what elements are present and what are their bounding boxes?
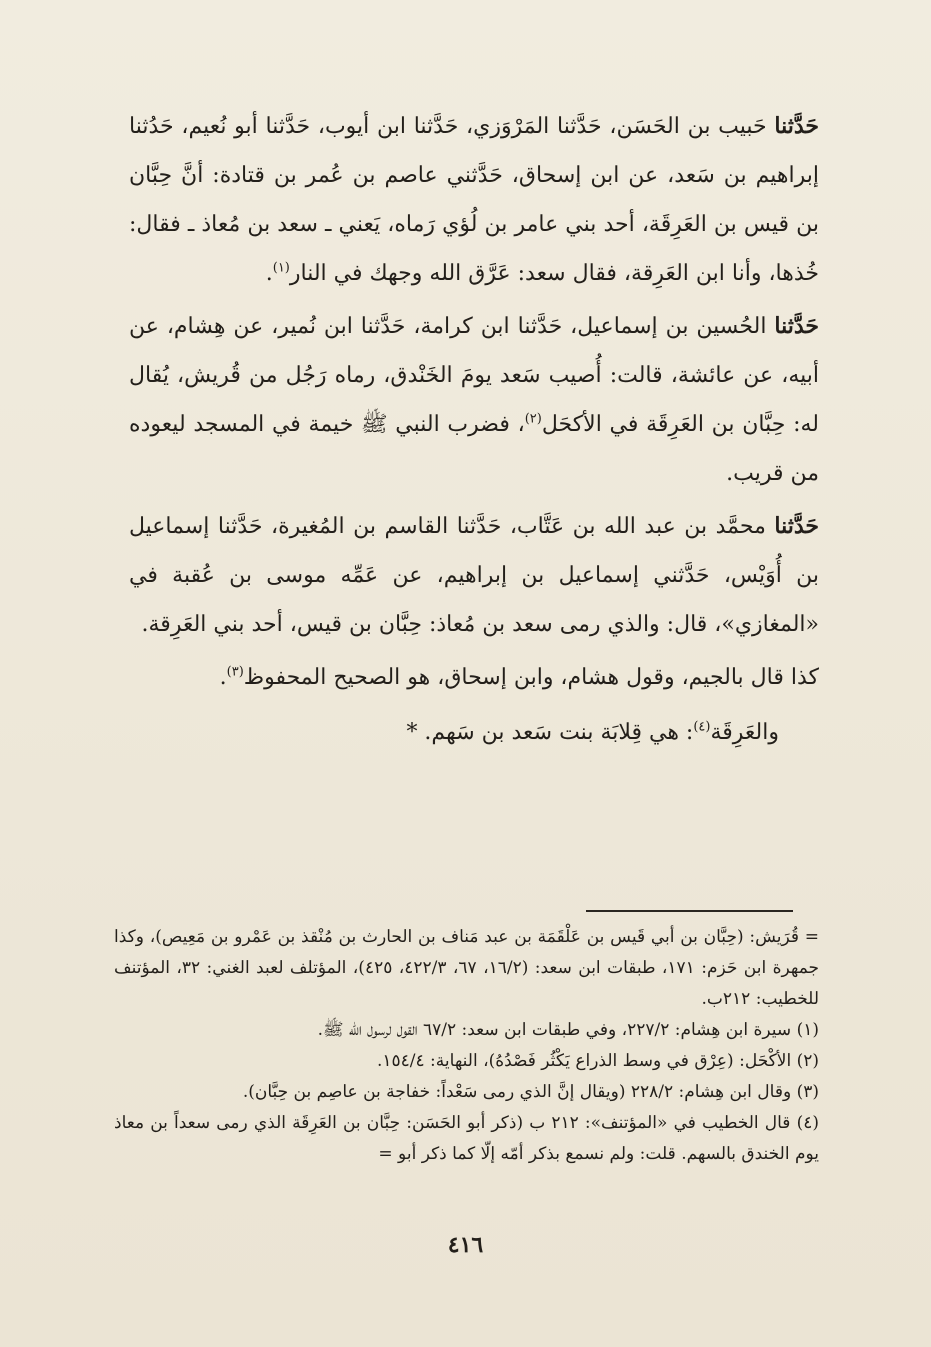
- footnote-1: (١) سيرة ابن هِشام: ٢٢٧/٢، وفي طبقات ابن سعد: ٦٧/٢ القول لرسول الله ﷺ.: [317, 1020, 819, 1040]
- footnote-continuation: = قُرَيش: (حِبَّان بن أبي قَيس بن عَلْقَمَة بن عبد مَناف بن الحارث بن مُنْقذ بن عَمْرو بن مَعِيص)، وكذا جمهرة ابن حَزم: ١٧١، طبقات ابن سعد: (١٦/٢، ٦٧، ٤٢٢/٣، ٤٢٥)، المؤتلف لعبد الغني: ٣٢، المؤتنف للخطيب: ٢١٢ب.: [114, 927, 820, 1009]
- footnote-4: (٤) قال الخطيب في «المؤتنف»: ٢١٢ ب (ذكر أبو الحَسَن: حِبَّان بن العَرِقَة الذي رمى سعداً بن معاذ يوم الخندق بالسهم. قلت: ولم نسمع بذكر أمّه إلّا كما ذكر أبو =: [114, 1113, 819, 1164]
- closing-line: [129, 708, 819, 757]
- paragraph-4: [129, 653, 819, 702]
- paragraph-1: [129, 102, 819, 298]
- paragraph-lead: حَدَّثنا: [774, 113, 819, 139]
- paragraph-text: كذا قال بالجيم، وقول هشام، وابن إسحاق، هو الصحيح المحفوظ: [243, 665, 819, 690]
- footnote-3: (٣) وقال ابن هِشام: ٢٢٨/٢ (ويقال إنَّ الذي رمى سَعْداً: خفاجة بن عاصِم بن حِبَّان).: [242, 1082, 819, 1102]
- footnotes: [114, 922, 819, 1170]
- paragraph-text: الحُسين بن إسماعيل، حَدَّثنا ابن كرامة، حَدَّثنا ابن نُمير، عن هِشام، عن أبيه، عن عائشة، قالت: أُصيب سَعد يومَ الخَنْدق، رماه رَجُل من قُريش، يُقال له: حِبَّان بن العَرِقَة في الأكحَل: [129, 314, 819, 437]
- footnote-ref[interactable]: (٣): [226, 664, 244, 680]
- paragraph-text: محمَّد بن عبد الله بن عَتَّاب، حَدَّثنا القاسم بن المُغيرة، حَدَّثنا إسماعيل بن أُوَيْس، حَدَّثني إسماعيل بن إبراهيم، عن عَمِّه موسى بن عُقبة في «المغازي»، قال: والذي رمى سعد بن مُعاذ: حِبَّان بن قيس، أحد بني العَرِقة.: [129, 514, 819, 637]
- closing-text: والعَرِقَة: [710, 720, 779, 745]
- paragraph-lead: حَدَّثنا: [774, 513, 819, 539]
- footnote-ref[interactable]: (٢): [524, 411, 542, 427]
- paragraph-tail: ، فضرب النبي ﷺ خيمة في المسجد ليعوده من قريب.: [129, 412, 819, 486]
- paragraph-2: [129, 302, 819, 498]
- paragraph-lead: حَدَّثنا: [774, 313, 819, 339]
- paragraph-tail: .: [265, 261, 273, 286]
- paragraph-tail: .: [219, 665, 227, 690]
- footnote-ref[interactable]: (٤): [693, 719, 711, 735]
- paragraph-text: حَبيب بن الحَسَن، حَدَّثنا المَرْوَزي، حَدَّثنا ابن أيوب، حَدَّثنا أبو نُعيم، حَدُثنا إبراهيم بن سَعد، عن ابن إسحاق، حَدَّثني عاصم بن عُمر بن قتادة: أنَّ حِبَّان بن قيس بن العَرِقَة، أحد بني عامر بن لُؤي رَماه، يَعني ـ سعد بن مُعاذ ـ فقال: خُذها، وأنا ابن العَرِقة، فقال سعد: عَرَّق الله وجهك في النار: [129, 114, 819, 286]
- footnote-divider: [586, 910, 793, 912]
- main-text: [129, 102, 819, 779]
- paragraph-3: [129, 502, 819, 649]
- closing-tail: : هي قِلابَة بنت سَعد بن سَهم. *: [406, 720, 694, 745]
- footnote-2: (٢) الأكْحَل: (عِرْق في وسط الذراع يَكْثُر فَصْدُهُ)، النهاية: ١٥٤/٤.: [376, 1051, 819, 1071]
- footnote-ref[interactable]: (١): [272, 260, 290, 276]
- page-number: ٤١٦: [447, 1232, 484, 1258]
